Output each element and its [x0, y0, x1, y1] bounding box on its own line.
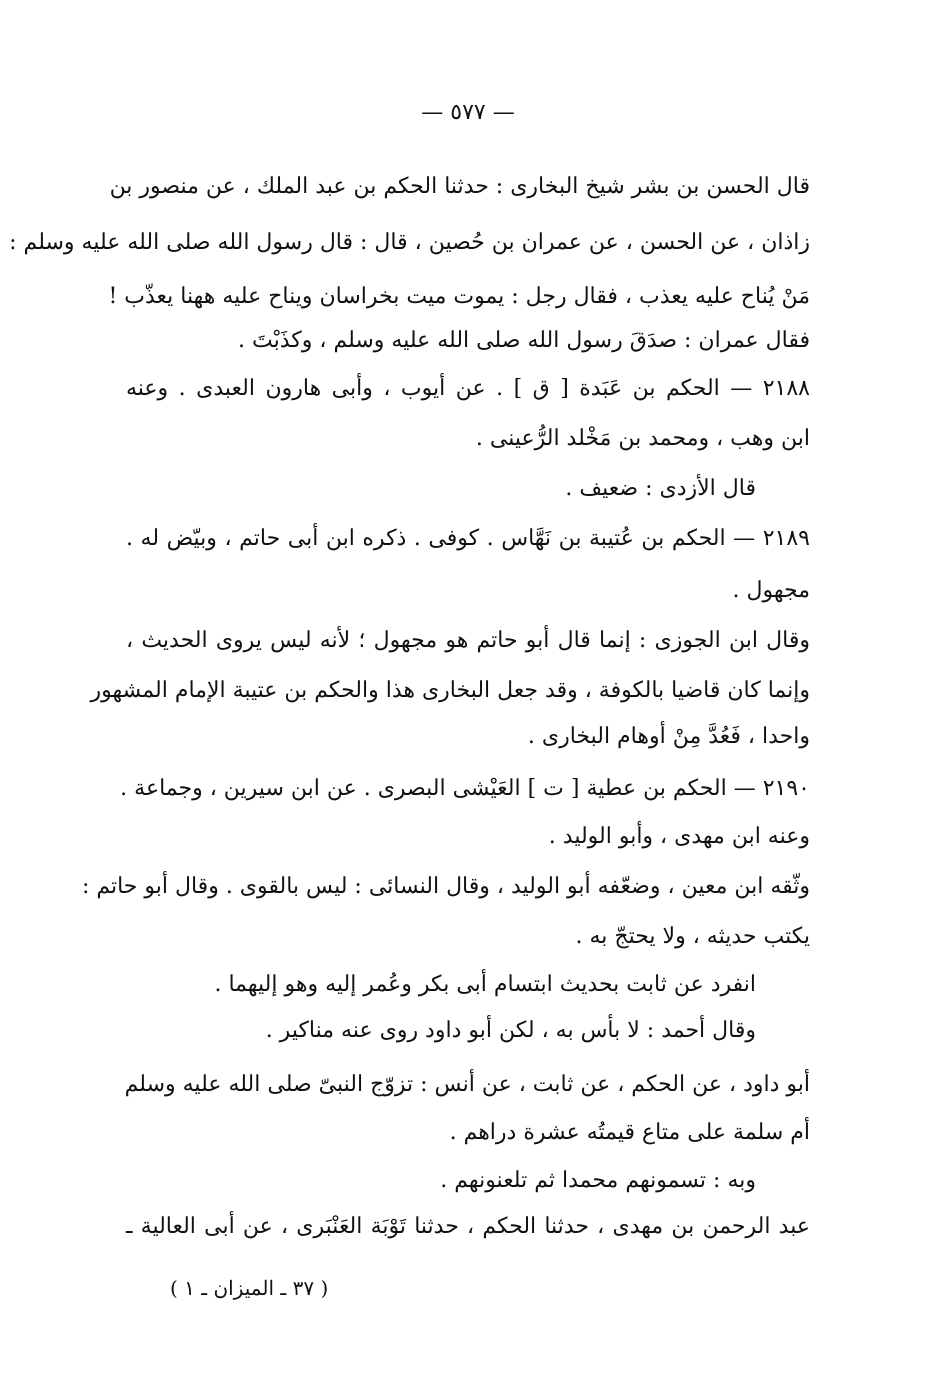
- text-line: ابن وهب ، ومحمد بن مَخْلد الرُّعينى .: [475, 426, 810, 451]
- text-line: مجهول .: [732, 578, 810, 603]
- entry-2189-heading: ٢١٨٩ — الحكم بن عُتيبة بن نَهَّاس . كوفى . ذكره ابن أبى حاتم ، وبيّض له .: [126, 526, 810, 551]
- text-line: عبد الرحمن بن مهدى ، حدثنا الحكم ، حدثنا تَوْبَة العَنْبَرى ، عن أبى العالية ـ: [126, 1214, 810, 1239]
- text-line: أبو داود ، عن الحكم ، عن ثابت ، عن أنس : تزوّج النبىّ صلى الله عليه وسلم: [124, 1072, 810, 1097]
- entry-2188-heading: ٢١٨٨ — الحكم بن عَبَدة [ ق ] . عن أيوب ، وأبى هارون العبدى . وعنه: [126, 376, 810, 401]
- footer-signature: ( ٣٧ ـ الميزان ـ ١ ): [170, 1276, 329, 1300]
- text-line: يكتب حديثه ، ولا يحتجّ به .: [575, 924, 810, 949]
- text-line: مَنْ يُناح عليه يعذب ، فقال رجل : يموت ميت بخراسان ويناح عليه ههنا يعذّب !: [108, 284, 810, 309]
- text-line: وقال ابن الجوزى : إنما قال أبو حاتم هو مجهول ؛ لأنه ليس يروى الحديث ،: [126, 628, 810, 653]
- text-line: وقال أحمد : لا بأس به ، لكن أبو داود روى عنه مناكير .: [265, 1018, 756, 1043]
- text-line: زاذان ، عن الحسن ، عن عمران بن حُصين ، قال : قال رسول الله صلى الله عليه وسلم :: [9, 230, 810, 255]
- text-line: فقال عمران : صدَقَ رسول الله صلى الله عليه وسلم ، وكذَبْتَ .: [238, 328, 810, 353]
- text-line: وعنه ابن مهدى ، وأبو الوليد .: [548, 824, 810, 849]
- page-number: — ٥٧٧ —: [421, 100, 515, 125]
- entry-2190-heading: ٢١٩٠ — الحكم بن عطية [ ت ] العَيْشى البصرى . عن ابن سيرين ، وجماعة .: [120, 776, 810, 801]
- text-line: واحدا ، فَعُدَّ مِنْ أوهام البخارى .: [527, 724, 810, 749]
- text-line: وثّقه ابن معين ، وضعّفه أبو الوليد ، وقال النسائى : ليس بالقوى . وقال أبو حاتم :: [81, 874, 810, 899]
- text-line: وإنما كان قاضيا بالكوفة ، وقد جعل البخارى هذا والحكم بن عتيبة الإمام المشهور: [90, 678, 810, 703]
- text-line: انفرد عن ثابت بحديث ابتسام أبى بكر وعُمر إليه وهو إليهما .: [214, 972, 756, 997]
- text-line: أم سلمة على متاع قيمتُه عشرة دراهم .: [449, 1120, 810, 1145]
- text-line: قال الحسن بن بشر شيخ البخارى : حدثنا الحكم بن عبد الملك ، عن منصور بن: [109, 174, 810, 199]
- text-line: وبه : تسمونهم محمدا ثم تلعنونهم .: [440, 1168, 756, 1193]
- text-line: قال الأزدى : ضعيف .: [565, 476, 756, 501]
